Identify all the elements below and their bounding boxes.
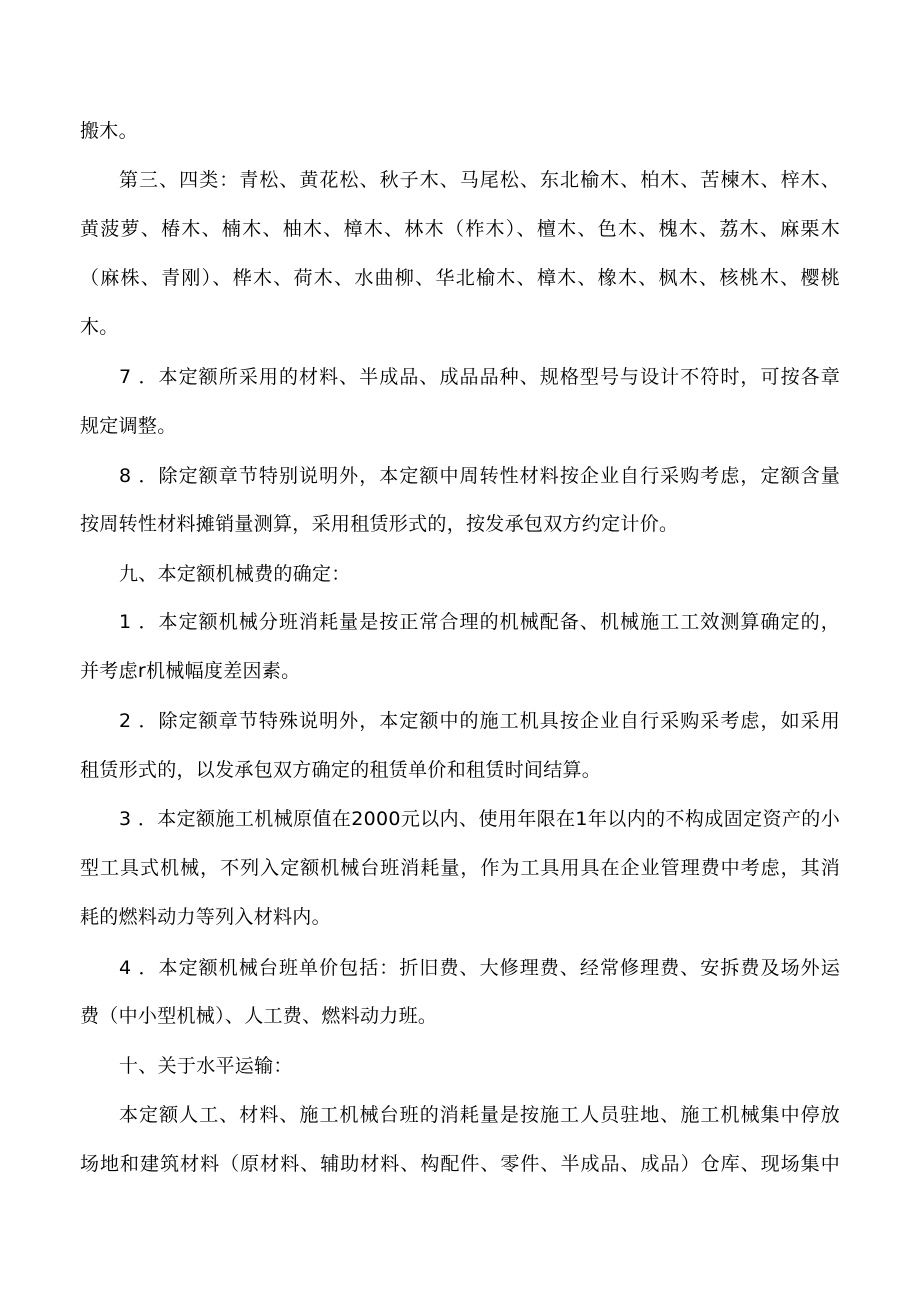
text-line: 1 ．本定额机械分班消耗量是按正常合理的机械配备、机械施工工效测算确定的， — [119, 611, 840, 633]
text-line: 规定调整。 — [80, 415, 177, 437]
text-line: 型工具式机械，不列入定额机械台班消耗量，作为工具用具在企业管理费中考虑，其消 — [80, 857, 840, 879]
text-line: 第三、四类：青松、黄花松、秋子木、马尾松、东北榆木、柏木、苦楝木、梓木、 — [119, 169, 840, 191]
text-line: 租赁形式的，以发承包双方确定的租赁单价和租赁时间结算。 — [80, 759, 602, 781]
text-line: 2 ．除定额章节特殊说明外，本定额中的施工机具按企业自行采购采考虑，如采用 — [119, 710, 840, 732]
section-heading: 十、关于水平运输： — [119, 1055, 293, 1077]
text-line: 按周转性材料摊销量测算，采用租赁形式的，按发承包双方约定计价。 — [80, 513, 679, 535]
text-line: 场地和建筑材料（原材料、辅助材料、构配件、零件、半成品、成品）仓库、现场集中 — [80, 1153, 840, 1175]
text-line: 黄菠萝、椿木、楠木、柚木、樟木、林木（柞木）、檀木、色木、槐木、荔木、麻栗木 — [80, 218, 840, 240]
section-heading: 九、本定额机械费的确定： — [119, 563, 351, 585]
text-line: 并考虑r机械幅度差因素。 — [80, 660, 301, 682]
text-line: 7 ．本定额所采用的材料、半成品、成品品种、规格型号与设计不符时，可按各章 — [119, 366, 840, 388]
text-line: 搬木。 — [80, 120, 138, 142]
text-line: 本定额人工、材料、施工机械台班的消耗量是按施工人员驻地、施工机械集中停放 — [119, 1104, 840, 1126]
text-line: 费（中小型机械）、人工费、燃料动力班。 — [80, 1005, 438, 1027]
text-line: 木。 — [80, 316, 119, 338]
text-line: 耗的燃料动力等列入材料内。 — [80, 906, 331, 928]
text-line: （麻株、青刚）、桦木、荷木、水曲柳、华北榆木、樟木、橡木、枫木、核桃木、樱桃 — [80, 267, 840, 289]
text-line: 3 ．本定额施工机械原值在2000元以内、使用年限在1年以内的不构成固定资产的小 — [119, 808, 840, 830]
text-line: 4 ．本定额机械台班单价包括：折旧费、大修理费、经常修理费、安拆费及场外运 — [119, 957, 840, 979]
text-line: 8 ．除定额章节特别说明外，本定额中周转性材料按企业自行采购考虑，定额含量 — [119, 465, 840, 487]
